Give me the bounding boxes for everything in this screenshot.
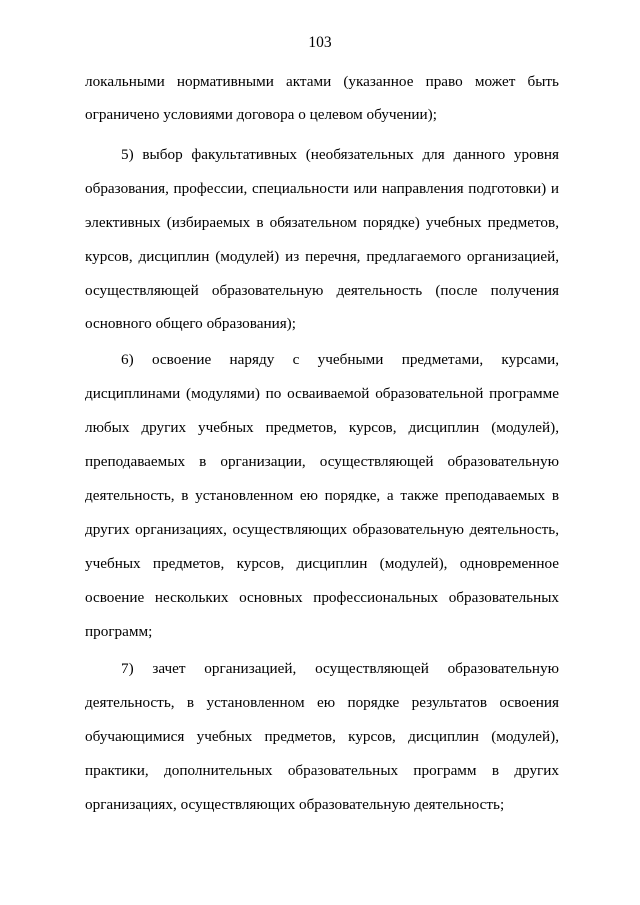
paragraph-line: основного общего образования); — [85, 315, 296, 332]
paragraph-line: 6) освоение наряду с учебными предметами, курсами, — [121, 351, 559, 368]
paragraph-line: освоение нескольких основных профессиональных образовательных — [85, 589, 559, 606]
paragraph-line: обучающимися учебных предметов, курсов, дисциплин (модулей), — [85, 728, 559, 745]
paragraph-line: локальными нормативными актами (указанное право может быть — [85, 73, 559, 90]
paragraph-line: программ; — [85, 623, 153, 640]
paragraph-line: других организациях, осуществляющих образовательную деятельность, — [85, 521, 559, 538]
paragraph-line: курсов, дисциплин (модулей) из перечня, предлагаемого организацией, — [85, 248, 559, 265]
page-number: 103 — [308, 34, 332, 51]
paragraph-line: учебных предметов, курсов, дисциплин (модулей), одновременное — [85, 555, 559, 572]
paragraph-line: деятельность, в установленном ею порядке, а также преподаваемых в — [85, 487, 559, 504]
paragraph-line: ограничено условиями договора о целевом обучении); — [85, 106, 437, 123]
paragraph-line: элективных (избираемых в обязательном порядке) учебных предметов, — [85, 214, 559, 231]
paragraph-line: любых других учебных предметов, курсов, дисциплин (модулей), — [85, 419, 559, 436]
paragraph-line: 7) зачет организацией, осуществляющей образовательную — [121, 660, 559, 677]
paragraph-line: организациях, осуществляющих образовательную деятельность; — [85, 796, 505, 813]
paragraph-line: образования, профессии, специальности или направления подготовки) и — [85, 180, 559, 197]
paragraph-line: осуществляющей образовательную деятельность (после получения — [85, 282, 559, 299]
paragraph-line: преподаваемых в организации, осуществляющей образовательную — [85, 453, 559, 470]
paragraph-line: практики, дополнительных образовательных программ в других — [85, 762, 559, 779]
paragraph-line: дисциплинами (модулями) по осваиваемой образовательной программе — [85, 385, 559, 402]
paragraph-line: 5) выбор факультативных (необязательных для данного уровня — [121, 146, 559, 163]
paragraph-line: деятельность, в установленном ею порядке результатов освоения — [85, 694, 559, 711]
